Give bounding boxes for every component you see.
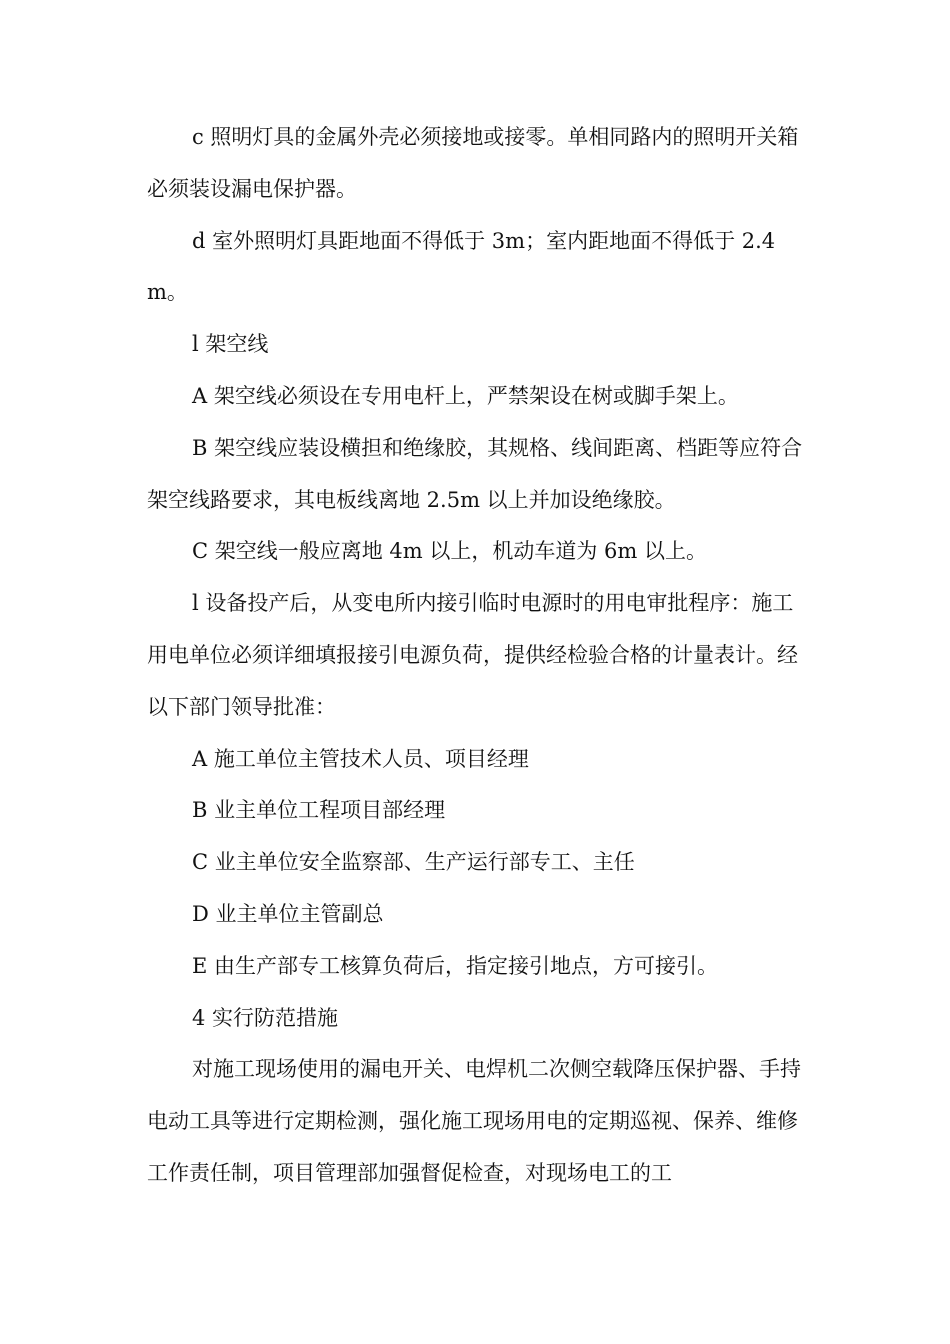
paragraph-approval-procedure: l 设备投产后，从变电所内接引临时电源时的用电审批程序：施工用电单位必须详细填报接引电源负荷，提供经检验合格的计量表计。经以下部门领导批准： bbox=[147, 591, 798, 719]
approval-item-a: A 施工单位主管技术人员、项目经理 bbox=[192, 746, 529, 771]
approval-item-c: C 业主单位安全监察部、生产运行部专工、主任 bbox=[192, 850, 635, 875]
approval-item-e: E 由生产部专工核算负荷后，指定接引地点，方可接引。 bbox=[192, 953, 719, 978]
paragraph-lighting-height: d 室外照明灯具距地面不得低于 3m；室内距地面不得低于 2.4m。 bbox=[147, 228, 776, 305]
section-heading-prevention: 4 实行防范措施 bbox=[192, 1005, 339, 1030]
paragraph-overhead-b: B 架空线应装设横担和绝缘胶，其规格、线间距离、档距等应符合架空线路要求，其电板线离地 2.5m 以上并加设绝缘胶。 bbox=[147, 435, 803, 512]
paragraph-prevention-measures: 对施工现场使用的漏电开关、电焊机二次侧空载降压保护器、手持电动工具等进行定期检测，强化施工现场用电的定期巡视、保养、维修工作责任制，项目管理部加强督促检查，对现场电工的工 bbox=[147, 1057, 801, 1185]
approval-item-b: B 业主单位工程项目部经理 bbox=[192, 798, 446, 823]
paragraph-overhead-a: A 架空线必须设在专用电杆上，严禁架设在树或脚手架上。 bbox=[192, 383, 739, 408]
document-body bbox=[147, 112, 807, 1200]
paragraph-lighting-grounding: c 照明灯具的金属外壳必须接地或接零。单相同路内的照明开关箱必须装设漏电保护器。 bbox=[147, 125, 799, 201]
paragraph-overhead-c: C 架空线一般应离地 4m 以上，机动车道为 6m 以上。 bbox=[192, 539, 707, 564]
section-heading-overhead-lines: l 架空线 bbox=[192, 332, 269, 357]
approval-item-d: D 业主单位主管副总 bbox=[192, 901, 384, 926]
